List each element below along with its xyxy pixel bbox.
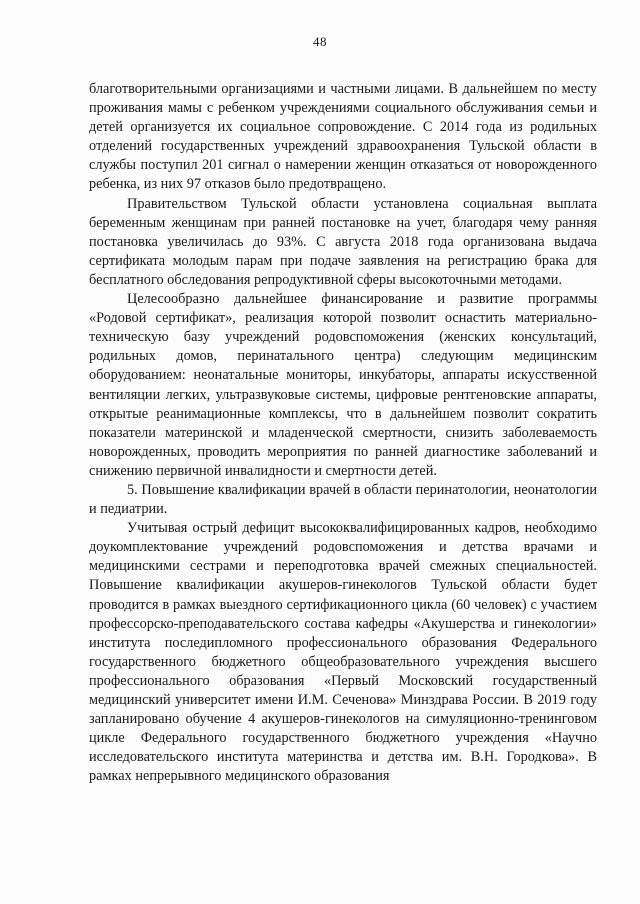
section-heading-qualification: 5. Повышение квалификации врачей в области перинатологии, неонатологии и педиатрии. bbox=[89, 481, 597, 518]
paragraph-birth-certificate: Целесообразно дальнейшее финансирование и развитие программы «Родовой сертификат», реализация которой позволит оснастить материально-техническую базу учреждений родовспоможения (женских консультаций, родильных домов, перинатального центра) следующим медицинским оборудованием: неонатальные мониторы, инкубаторы, аппараты искусственной вентиляции легких, ультразвуковые системы, цифровые рентгеновские аппараты, открытые реанимационные комплексы, что в дальнейшем позволит сократить показатели материнской и младенческой смертности, снизить заболеваемость новорожденных, проводить мероприятия по ранней диагностике заболеваний и снижению первичной инвалидности и смертности детей. bbox=[89, 291, 597, 479]
body-text bbox=[89, 80, 597, 786]
page-number: 48 bbox=[313, 34, 327, 49]
paragraph-staff-training: Учитывая острый дефицит высококвалифицированных кадров, необходимо доукомплектование учреждений родовспоможения и детства врачами и медицинскими сестрами и переподготовка врачей смежных специальностей. Повышение квалификации акушеров-гинекологов Тульской области будет проводится в рамках выездного сертификационного цикла (60 человек) с участием профессорско-преподавательского состава кафедры «Акушерства и гинекологии» института последипломного профессионального образования Федерального государственного бюджетного общеобразовательного учреждения высшего профессионального образования «Первый Московский государственный медицинский университет имени И.М. Сеченова» Минздрава России. В 2019 году запланировано обучение 4 акушеров-гинекологов на симуляционно-тренинговом цикле Федерального государственного бюджетного учреждения «Научно исследовательского института материнства и детства им. В.Н. Городкова». В рамках непрерывного медицинского образования bbox=[89, 520, 597, 785]
paragraph-social-payment: Правительством Тульской области установлена социальная выплата беременным женщинам при ранней постановке на учет, благодаря чему ранняя постановка увеличилась до 93%. С августа 2018 года организована выдача сертификата молодым парам при подаче заявления на регистрацию брака для бесплатного обследования репродуктивной сферы высокоточными методами. bbox=[89, 195, 597, 288]
paragraph-continuation: благотворительными организациями и частными лицами. В дальнейшем по месту проживания мамы с ребенком учреждениями социального обслуживания семьи и детей организуется их социальное сопровождение. С 2014 года из родильных отделений государственных учреждений здравоохранения Тульской области в службы поступил 201 сигнал о намерении женщин отказаться от новорожденного ребенка, из них 97 отказов было предотвращено. bbox=[89, 81, 597, 193]
